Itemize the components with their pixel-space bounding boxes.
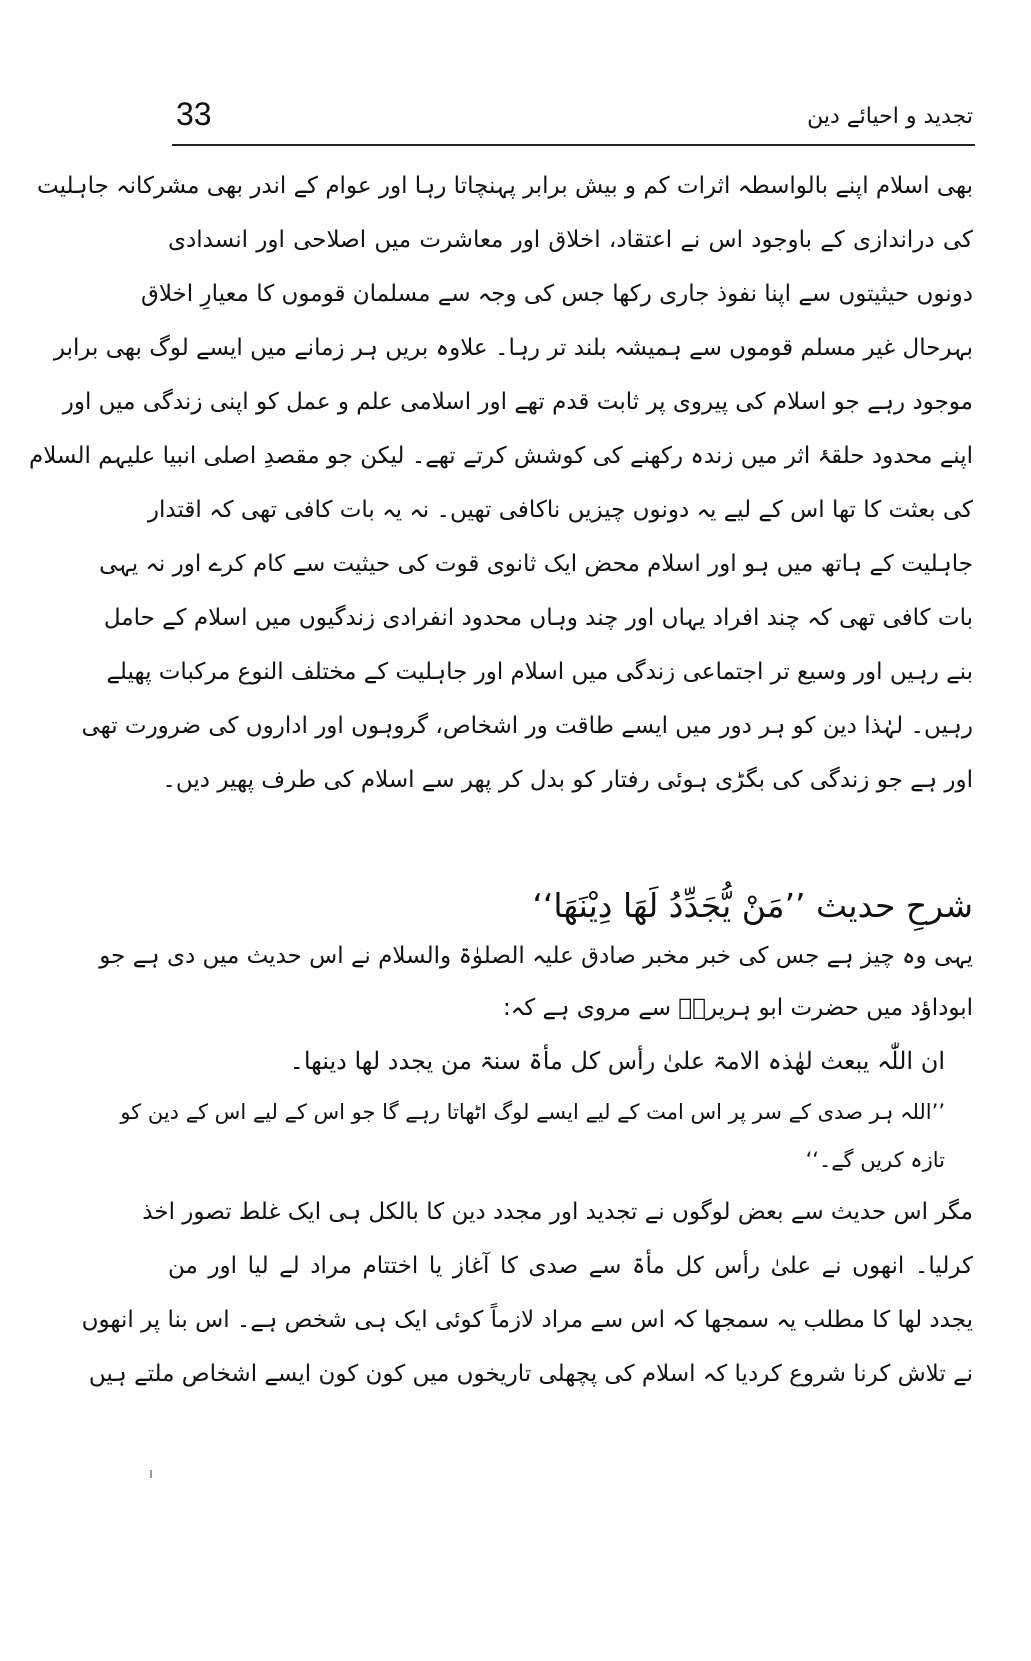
text-line: دونوں حیثیتوں سے اپنا نفوذ جاری رکھا جس کی وجہ سے مسلمان قوموں کا معیارِ اخلاق xyxy=(140,281,973,307)
text-line: ابوداؤد میں حضرت ابو ہریرہؓ سے مروی ہے کہ: xyxy=(503,995,973,1021)
hadith-translation: ’’اللہ ہر صدی کے سر پر اس امت کے لیے ایسے لوگ اٹھاتا رہے گا جو اس کے لیے اس کے دین کو xyxy=(120,1100,945,1124)
text-line: نے تلاش کرنا شروع کردیا کہ اسلام کی پچھلی تاریخوں میں کون کون ایسے اشخاص ملتے ہیں xyxy=(88,1361,973,1387)
text-line: موجود رہے جو اسلام کی پیروی پر ثابت قدم تھے اور اسلامی علم و عمل کو اپنی زندگی میں اور xyxy=(62,389,973,415)
text-line: کی دراندازی کے باوجود اس نے اعتقاد، اخلاق اور معاشرت میں اصلاحی اور انسدادی xyxy=(168,227,973,253)
hadith-arabic: ان اللّٰہ یبعث لھٰذہ الامۃ علیٰ رأس کل مأۃ سنۃ من یجدد لھا دینھا۔ xyxy=(289,1047,945,1075)
text-line: بنے رہیں اور وسیع تر اجتماعی زندگی میں اسلام اور جاہلیت کے مختلف النوع مرکبات پھیلے xyxy=(106,659,973,685)
text-line: رہیں۔ لہٰذا دین کو ہر دور میں ایسے طاقت ور اشخاص، گروہوں اور اداروں کی ضرورت تھی xyxy=(81,713,973,739)
text-line: اور ہے جو زندگی کی بگڑی ہوئی رفتار کو بدل کر پھر سے اسلام کی طرف پھیر دیں۔ xyxy=(162,767,973,793)
text-line: مگر اس حدیث سے بعض لوگوں نے تجدید اور مجدد دین کا بالکل ہی ایک غلط تصور اخذ xyxy=(142,1199,973,1225)
text-line: یہی وہ چیز ہے جس کی خبر مخبر صادق علیہ الصلوٰۃ والسلام نے اس حدیث میں دی ہے جو xyxy=(99,943,973,969)
text-line: بہرحال غیر مسلم قوموں سے ہمیشہ بلند تر رہا۔ علاوہ بریں ہر زمانے میں ایسے لوگ بھی برابر xyxy=(53,335,973,361)
text-line: اپنے محدود حلقۂ اثر میں زندہ رکھنے کی کوشش کرتے تھے۔ لیکن جو مقصدِ اصلی انبیا علیہم السلام xyxy=(29,443,973,469)
header-divider xyxy=(172,144,975,146)
text-line: بات کافی تھی کہ چند افراد یہاں اور چند وہاں محدود انفرادی زندگیوں میں اسلام کے حامل xyxy=(103,605,973,631)
section-heading: شرحِ حدیث ’’مَنْ یُّجَدِّدُ لَھَا دِیْنَھَا‘‘ xyxy=(532,886,973,925)
hadith-translation: تازہ کریں گے۔‘‘ xyxy=(805,1148,945,1172)
page-number: 33 xyxy=(176,96,212,132)
margin-mark xyxy=(150,1470,152,1478)
text-line: بھی اسلام اپنے بالواسطہ اثرات کم و بیش برابر پہنچاتا رہا اور عوام کے اندر بھی مشرکانہ جاہلیت xyxy=(36,173,973,199)
running-header-title: تجدید و احیائے دین xyxy=(807,104,973,129)
text-line: جاہلیت کے ہاتھ میں ہو اور اسلام محض ایک ثانوی قوت کی حیثیت سے کام کرے اور نہ یہی xyxy=(99,551,973,577)
text-line: کی بعثت کا تھا اس کے لیے یہ دونوں چیزیں ناکافی تھیں۔ نہ یہ بات کافی تھی کہ اقتدار xyxy=(147,497,973,523)
text-line: کرلیا۔ انھوں نے علیٰ رأس کل مأۃ سے صدی کا آغاز یا اختتام مراد لے لیا اور من xyxy=(168,1253,973,1279)
text-line: یجدد لھا کا مطلب یہ سمجھا کہ اس سے مراد لازماً کوئی ایک ہی شخص ہے۔ اس بنا پر انھوں xyxy=(81,1307,973,1333)
